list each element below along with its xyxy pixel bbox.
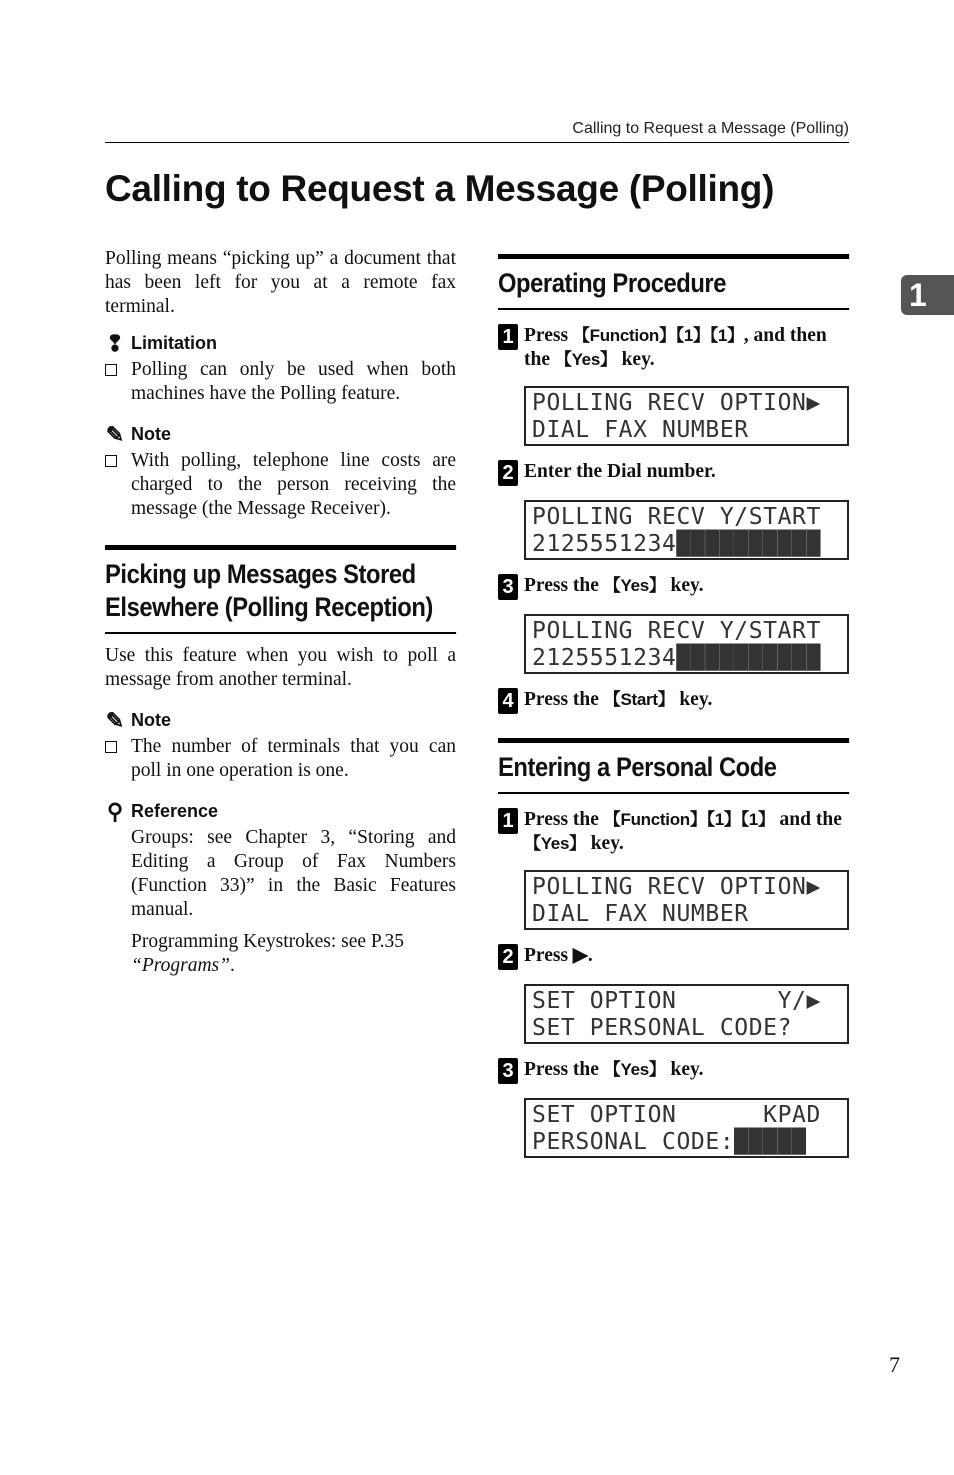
lcd-display xyxy=(524,614,849,674)
checkbox-bullet-icon xyxy=(105,455,117,467)
step-text: Press the 【Yes】 key. xyxy=(524,1059,704,1080)
section-title-line1: Picking up Messages Stored xyxy=(105,559,416,589)
lcd-display xyxy=(524,500,849,560)
lcd-display xyxy=(524,386,849,446)
header-rule xyxy=(105,142,849,143)
lcd-display xyxy=(524,870,849,930)
section-heading-operating-procedure: Operating Procedure xyxy=(498,254,849,310)
checkbox-bullet-icon xyxy=(105,364,117,376)
step-number: 3 xyxy=(498,574,518,600)
checkbox-bullet-icon xyxy=(105,741,117,753)
yes-key-label: 【Yes】 xyxy=(603,1060,666,1079)
reference-label: Reference xyxy=(131,801,219,821)
step-text: Press the 【Yes】 key. xyxy=(524,575,704,596)
left-column xyxy=(105,247,456,978)
yes-key-label: 【Yes】 xyxy=(554,350,617,369)
step-4 xyxy=(498,688,849,714)
lcd-line: PERSONAL CODE:█████ xyxy=(532,1129,807,1155)
right-column xyxy=(498,254,849,1158)
lcd-line: SET OPTION KPAD xyxy=(532,1102,821,1128)
step-text: Press the 【Function】【1】【1】 and the 【Yes】 key. xyxy=(524,809,842,854)
lcd-line: 2125551234██████████ xyxy=(532,645,821,671)
reference-groups: Groups: see Chapter 3, “Storing and Editing a Group of Fax Numbers (Function 33)” in the Basic Features manual. xyxy=(131,827,456,920)
reference-programming xyxy=(105,930,456,978)
step-3 xyxy=(498,1058,849,1084)
step-text: Press ▶. xyxy=(524,945,593,966)
step-number: 1 xyxy=(498,324,518,350)
step-number: 2 xyxy=(498,460,518,486)
reference-text: Programming Keystrokes: see P.35 xyxy=(131,931,404,952)
function-key-label: 【Function】【1】【1】 xyxy=(603,810,775,829)
note-heading xyxy=(105,707,456,733)
step-number: 1 xyxy=(498,808,518,834)
list-item xyxy=(105,358,456,406)
note-label: Note xyxy=(131,424,171,444)
lcd-line: POLLING RECV OPTION▶ xyxy=(532,390,821,416)
list-item xyxy=(105,449,456,521)
step-text: Press the 【Start】 key. xyxy=(524,689,713,710)
step-1 xyxy=(498,808,849,856)
section-heading-personal-code: Entering a Personal Code xyxy=(498,738,849,794)
lcd-line: SET OPTION Y/▶ xyxy=(532,988,821,1014)
exclamation-icon: ❢ xyxy=(105,330,125,356)
page-number: 7 xyxy=(889,1352,900,1377)
lcd-display xyxy=(524,984,849,1044)
yes-key-label: 【Yes】 xyxy=(524,834,586,853)
step-3 xyxy=(498,574,849,600)
step-text: Enter the Dial number. xyxy=(524,461,716,482)
step-number: 3 xyxy=(498,1058,518,1084)
reference-link[interactable]: “Programs” xyxy=(131,955,230,976)
lcd-line: POLLING RECV OPTION▶ xyxy=(532,874,821,900)
section-heading-polling-reception xyxy=(105,545,456,634)
lcd-line: 2125551234██████████ xyxy=(532,531,821,557)
lcd-line: SET PERSONAL CODE? xyxy=(532,1015,793,1041)
step-number: 2 xyxy=(498,944,518,970)
note-text: The number of terminals that you can poll in one operation is one. xyxy=(131,736,456,781)
intro-paragraph: Polling means “picking up” a document that has been left for you at a remote fax terminal. xyxy=(105,248,456,317)
function-key-label: 【Function】【1】【1】 xyxy=(572,326,744,345)
chapter-tab: 1 xyxy=(901,275,954,315)
reference-heading xyxy=(105,798,456,824)
step-2 xyxy=(498,944,849,970)
limitation-text: Polling can only be used when both machines have the Polling feature. xyxy=(131,359,456,404)
section-title-line2: Elsewhere (Polling Reception) xyxy=(105,592,433,622)
page-title: Calling to Request a Message (Polling) xyxy=(105,168,775,209)
section-intro: Use this feature when you wish to poll a message from another terminal. xyxy=(105,645,456,690)
lcd-display xyxy=(524,1098,849,1158)
note-label: Note xyxy=(131,710,171,730)
lcd-line: POLLING RECV Y/START xyxy=(532,504,821,530)
step-text: Press 【Function】【1】【1】, and then the 【Yes】 key. xyxy=(524,325,827,370)
lcd-line: DIAL FAX NUMBER xyxy=(532,901,749,927)
pencil-icon: ✎ xyxy=(105,421,125,447)
step-1 xyxy=(498,324,849,372)
start-key-label: 【Start】 xyxy=(603,690,675,709)
reference-end: . xyxy=(229,955,235,976)
limitation-label: Limitation xyxy=(131,333,217,353)
note-heading xyxy=(105,421,456,447)
list-item xyxy=(105,735,456,783)
limitation-heading xyxy=(105,330,456,356)
magnifier-icon: ⚲ xyxy=(106,798,124,824)
yes-key-label: 【Yes】 xyxy=(603,576,666,595)
lcd-line: DIAL FAX NUMBER xyxy=(532,417,749,443)
note-text: With polling, telephone line costs are charged to the person receiving the message (the Message Receiver). xyxy=(131,450,456,519)
lcd-line: POLLING RECV Y/START xyxy=(532,618,821,644)
step-2 xyxy=(498,460,849,486)
step-number: 4 xyxy=(498,688,518,714)
running-header: Calling to Request a Message (Polling) xyxy=(572,120,849,137)
pencil-icon: ✎ xyxy=(105,707,125,733)
